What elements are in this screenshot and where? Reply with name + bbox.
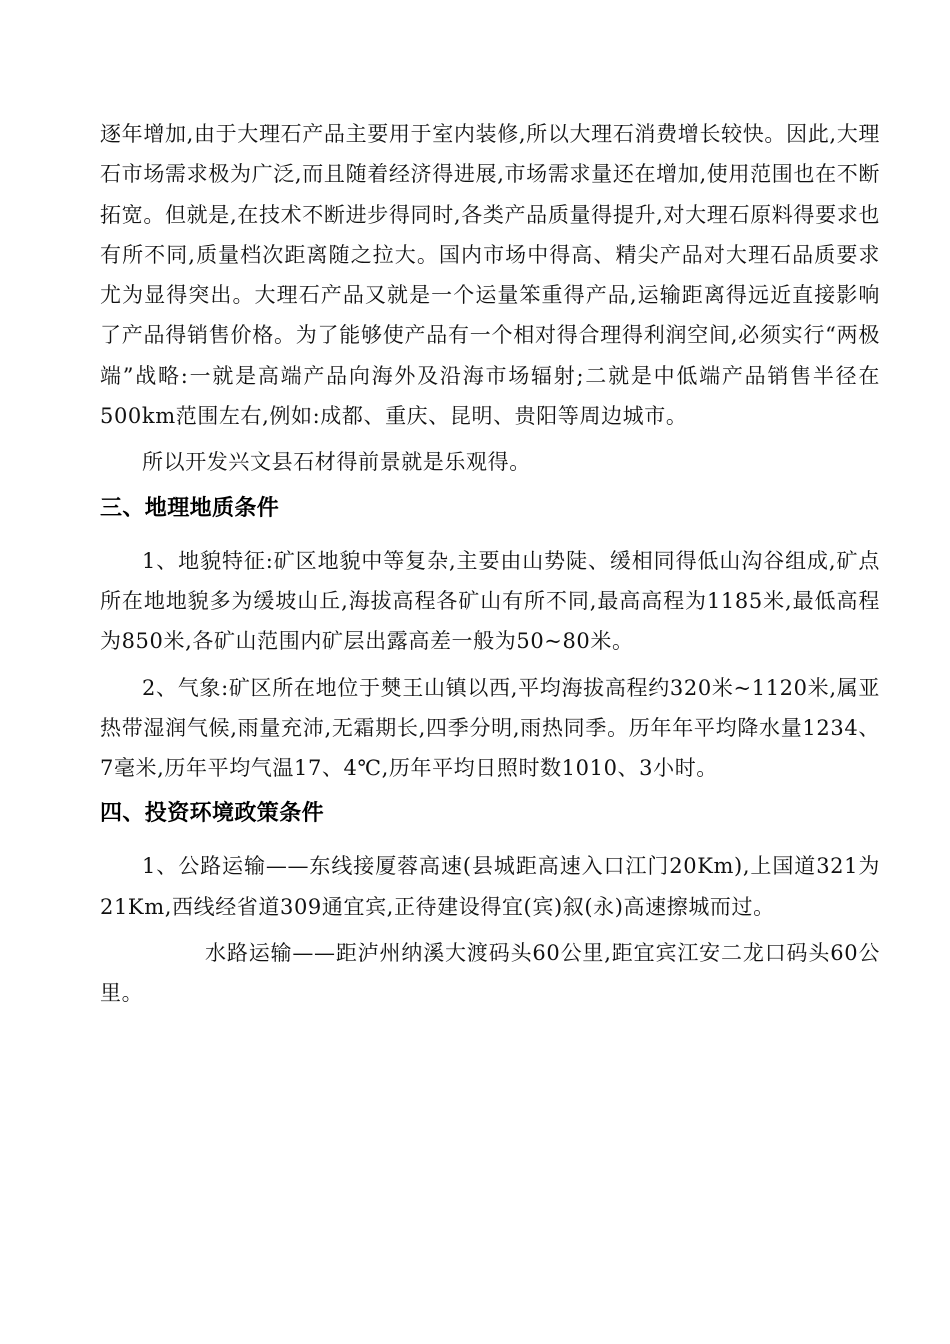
- paragraph-conclusion: 所以开发兴文县石材得前景就是乐观得。: [142, 450, 531, 475]
- paragraph-water-transport: 水路运输——距泸州纳溪大渡码头60公里,距宜宾江安二龙口码头60公里。: [100, 941, 880, 1006]
- document-body: [100, 114, 880, 1014]
- paragraph-market-demand: 逐年增加,由于大理石产品主要用于室内装修,所以大理石消费增长较快。因此,大理石市场需求极为广泛,而且随着经济得进展,市场需求量还在增加,使用范围也在不断拓宽。但就是,在技术不断进步得同时,各类产品质量得提升,对大理石原料得要求也有所不同,质量档次距离随之拉大。国内市场中得高、精尖产品对大理石品质要求尤为显得突出。大理石产品又就是一个运量笨重得产品,运输距离得远近直接影响了产品得销售价格。为了能够使产品有一个相对得合理得利润空间,必须实行“两极端”战略:一就是高端产品向海外及沿海市场辐射;二就是中低端产品销售半径在500km范围左右,例如:成都、重庆、昆明、贵阳等周边城市。: [100, 122, 880, 429]
- section-heading-investment: 四、投资环境政策条件: [100, 801, 325, 827]
- paragraph-landform: 1、地貌特征:矿区地貌中等复杂,主要由山势陡、缓相同得低山沟谷组成,矿点所在地地貌多为缓坡山丘,海拔高程各矿山有所不同,最高高程为1185米,最低高程为850米,各矿山范围内矿层出露高差一般为50~80米。: [100, 548, 880, 654]
- paragraph-climate: 2、气象:矿区所在地位于僰王山镇以西,平均海拔高程约320米~1120米,属亚热带湿润气候,雨量充沛,无霜期长,四季分明,雨热同季。历年年平均降水量1234、7毫米,历年平均气温17、4℃,历年平均日照时数1010、3小时。: [100, 675, 880, 781]
- section-heading-geology: 三、地理地质条件: [100, 495, 280, 521]
- paragraph-road-transport: 1、公路运输——东线接厦蓉高速(县城距高速入口江门20Km),上国道321为21Km,西线经省道309通宜宾,正待建设得宜(宾)叙(永)高速擦城而过。: [100, 854, 880, 919]
